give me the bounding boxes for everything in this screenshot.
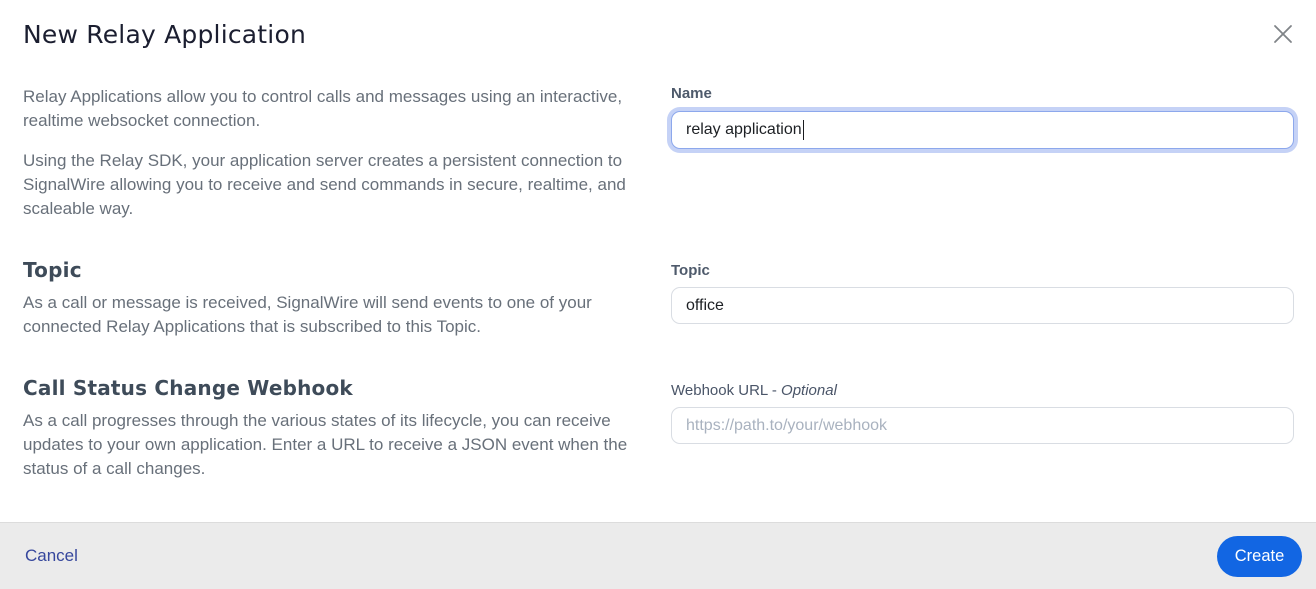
cancel-button[interactable]: Cancel [25,546,78,565]
intro-paragraph-2: Using the Relay SDK, your application server creates a persistent connection to SignalWire allowing you to receive and send commands in secure, realtime, and scaleable way. [23,151,626,218]
text-caret [803,120,805,140]
description-column [23,85,629,497]
create-button[interactable]: Create [1217,536,1302,577]
topic-input[interactable] [671,287,1294,324]
optional-hint: Optional [781,382,837,399]
topic-section-description: As a call or message is received, SignalWire will send events to one of your connected Relay Applications that is subscribed to this Topic. [23,293,592,336]
close-button[interactable] [1268,19,1298,49]
topic-field-label: Topic [671,262,710,279]
webhook-url-field-label: Webhook URL - Optional [671,382,837,399]
close-icon [1272,23,1294,45]
intro-paragraph-1: Relay Applications allow you to control calls and messages using an interactive, realtime websocket connection. [23,87,623,130]
webhook-url-input[interactable] [671,407,1294,444]
topic-section-heading: Topic [23,258,82,282]
name-field-label: Name [671,85,712,102]
name-input-value: relay application [686,121,802,138]
dialog-footer [0,522,1316,589]
webhook-section-description: As a call progresses through the various states of its lifecycle, you can receive updates to your own application. Enter a URL to receive a JSON event when the status of a call changes. [23,411,628,478]
page-title: New Relay Application [23,20,306,49]
webhook-section-heading: Call Status Change Webhook [23,376,353,400]
name-input[interactable] [671,111,1294,149]
